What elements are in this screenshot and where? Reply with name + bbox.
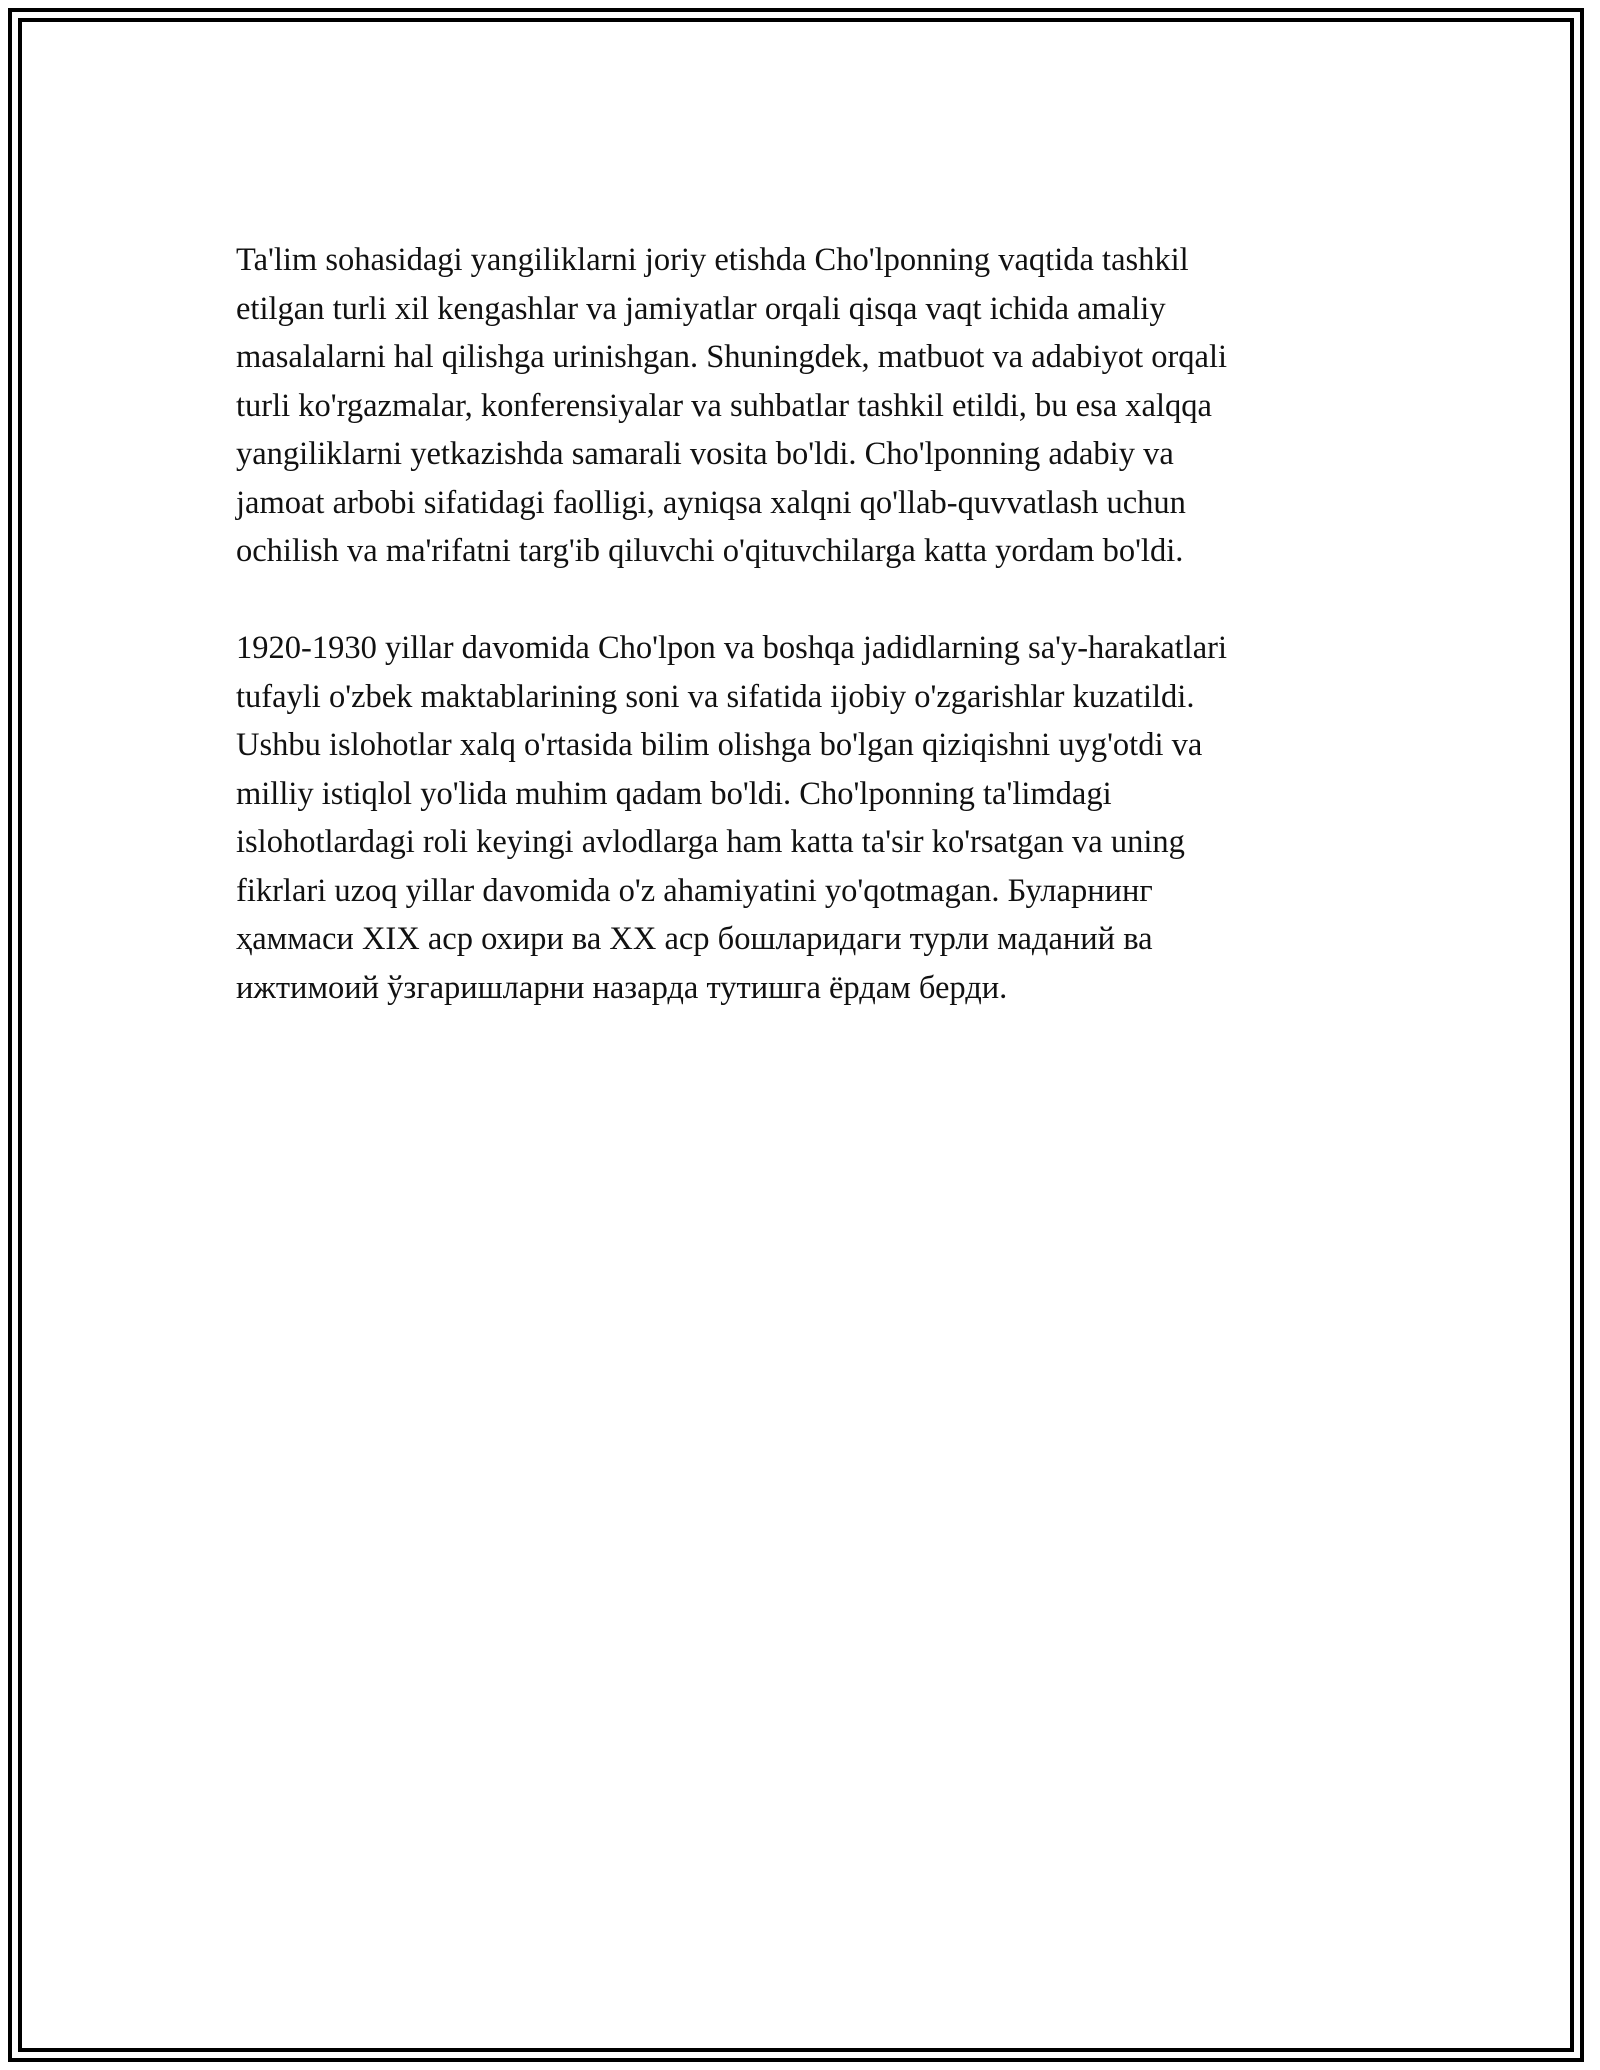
text-line: tufayli o'zbek maktablarining soni va sifatida ijobiy o'zgarishlar kuzatildi. (236, 678, 1195, 715)
text-line: ижтимоий ўзгаришларни назарда тутишга ёрдам берди. (236, 969, 1008, 1006)
text-line: masalalarni hal qilishga urinishgan. Shuningdek, matbuot va adabiyot orqali (236, 339, 1228, 375)
text-line: 1920-1930 yillar davomida Cho'lpon va boshqa jadidlarning sa'y-harakatlari (236, 630, 1227, 666)
text-line: fikrlari uzoq yillar davomida o'z ahamiyatini yo'qotmagan. Буларнинг (236, 872, 1153, 909)
paragraph-1 (236, 236, 1386, 576)
text-line: Ushbu islohotlar xalq o'rtasida bilim olishga bo'lgan qiziqishni uyg'otdi va (236, 727, 1203, 763)
text-line: ochilish va ma'rifatni targ'ib qiluvchi o'qituvchilarga katta yordam bo'ldi. (236, 533, 1184, 569)
text-line: yangiliklarni yetkazishda samarali vosita bo'ldi. Cho'lponning adabiy va (236, 436, 1174, 472)
text-line: islohotlardagi roli keyingi avlodlarga ham katta ta'sir ko'rsatgan va uning (236, 824, 1185, 860)
text-line: Ta'lim sohasidagi yangiliklarni joriy etishda Cho'lponning vaqtida tashkil (236, 242, 1189, 278)
text-line: milliy istiqlol yo'lida muhim qadam bo'ldi. Cho'lponning ta'limdagi (236, 775, 1112, 812)
text-line: jamoat arbobi sifatidagi faolligi, ayniqsa xalqni qo'llab-quvvatlash uchun (236, 484, 1186, 521)
paragraph-2 (236, 624, 1386, 1012)
text-line: ҳаммаси XIX аср охири ва XX аср бошларидаги турли маданий ва (236, 921, 1153, 957)
document-body (236, 236, 1386, 1061)
text-line: etilgan turli xil kengashlar va jamiyatlar orqali qisqa vaqt ichida amaliy (236, 290, 1166, 327)
text-line: turli ko'rgazmalar, konferensiyalar va suhbatlar tashkil etildi, bu esa xalqqa (236, 387, 1212, 424)
